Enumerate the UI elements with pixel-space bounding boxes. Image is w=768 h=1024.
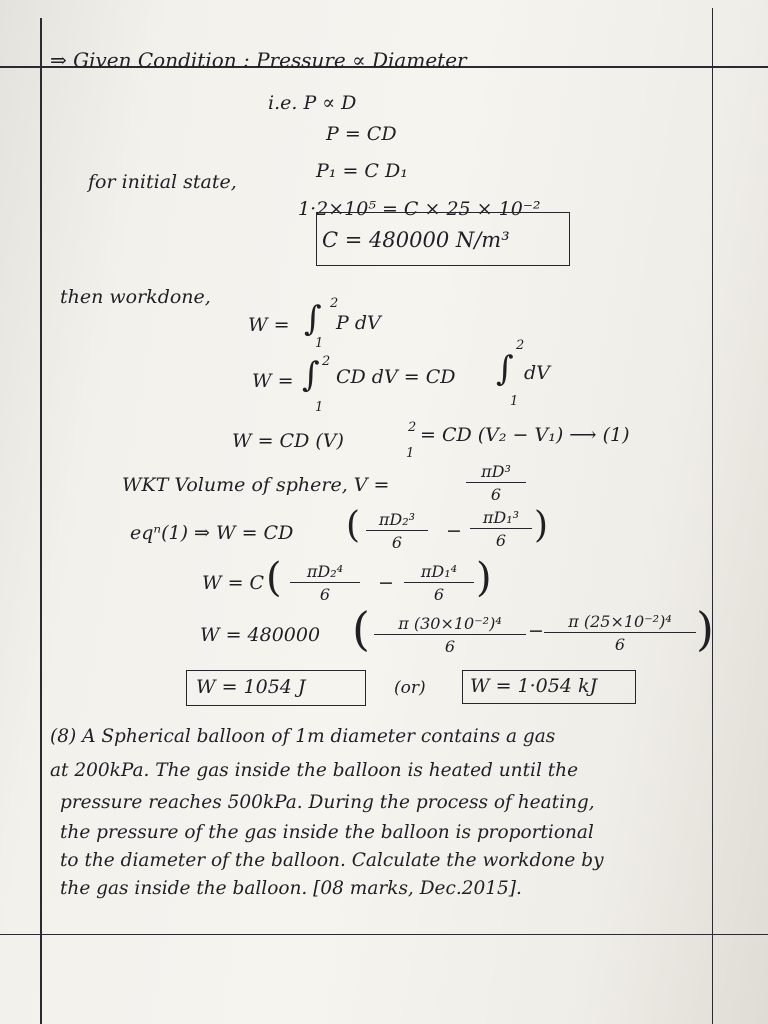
w2-body: CD dV = CD: [336, 366, 456, 388]
w5-prefix: W = C: [202, 572, 265, 594]
integral-sign: ∫: [304, 299, 322, 339]
close-paren: ): [696, 602, 714, 656]
workdone-label: then workdone,: [60, 286, 211, 308]
bottom-margin-line: [0, 934, 768, 935]
w6-fraction-1: $\frac{\text{π (30×10⁻²)⁴}}{6}$: [374, 614, 526, 656]
question-line-1: (8) A Spherical balloon of 1m diameter contains a gas: [50, 726, 556, 747]
question-line-3: pressure reaches 500kPa. During the process of heating,: [60, 792, 595, 813]
c-result: C = 480000 N/m³: [322, 228, 510, 252]
w2-tail: dV: [524, 362, 550, 384]
ie-line: i.e. P ∝ D: [268, 92, 357, 114]
numeric-equation: 1·2×10⁵ = C × 25 × 10⁻²: [298, 198, 541, 220]
minus-sign: −: [378, 572, 394, 594]
w-integral-body: P dV: [336, 312, 381, 334]
open-paren: (: [266, 555, 282, 601]
right-margin-line: [712, 8, 713, 1024]
w6-fraction-2: $\frac{\text{π (25×10⁻²)⁴}}{6}$: [544, 612, 696, 654]
close-paren: ): [476, 555, 492, 601]
eq1-prefix: eqⁿ(1) ⇒ W = CD: [130, 522, 294, 544]
integral-lower-limit: 1: [315, 400, 324, 415]
eval-lower-limit: 1: [406, 446, 415, 461]
close-paren: ): [534, 505, 549, 546]
p1-equation: P₁ = C D₁: [316, 160, 408, 182]
w3-tail: = CD (V₂ − V₁) ⟶ (1): [420, 424, 630, 446]
w6-prefix: W = 480000: [200, 624, 321, 646]
integral-sign: ∫: [496, 349, 514, 389]
open-paren: (: [352, 602, 370, 656]
integral-upper-limit: 2: [330, 296, 339, 311]
sphere-volume-fraction: $\frac{\text{πD³}}{6}$: [466, 462, 526, 504]
w5-fraction-2: $\frac{\text{πD₁⁴}}{6}$: [404, 562, 474, 604]
question-line-5: to the diameter of the balloon. Calculate the workdone by: [60, 850, 604, 871]
open-paren: (: [346, 505, 361, 546]
w3-line: W = CD (V): [232, 430, 344, 452]
w2-prefix: W =: [252, 370, 294, 392]
w5-fraction-1: $\frac{\text{πD₂⁴}}{6}$: [290, 562, 360, 604]
w-integral-prefix: W =: [248, 314, 290, 336]
question-line-2: at 200kPa. The gas inside the balloon is heated until the: [50, 760, 579, 781]
result-joules: W = 1054 J: [196, 676, 306, 698]
integral-lower-limit: 1: [315, 336, 324, 351]
or-label: (or): [394, 678, 426, 698]
minus-sign: −: [528, 620, 544, 642]
wkt-line: WKT Volume of sphere, V =: [122, 474, 390, 496]
integral-sign: ∫: [302, 355, 320, 395]
minus-sign: −: [446, 520, 462, 542]
p-equals-cd: P = CD: [326, 123, 397, 145]
given-condition-line: ⇒ Given Condition : Pressure ∝ Diameter: [50, 48, 467, 72]
eq1-fraction-1: $\frac{\text{πD₂³}}{6}$: [366, 510, 428, 552]
question-line-4: the pressure of the gas inside the balloon is proportional: [60, 822, 594, 843]
eq1-fraction-2: $\frac{\text{πD₁³}}{6}$: [470, 508, 532, 550]
result-kilojoules: W = 1·054 kJ: [470, 675, 598, 697]
integral-upper-limit: 2: [322, 354, 331, 369]
integral-lower-limit: 1: [510, 394, 519, 409]
eval-upper-limit: 2: [408, 420, 417, 435]
question-line-6: the gas inside the balloon. [08 marks, Dec.2015].: [60, 878, 522, 899]
integral-upper-limit: 2: [516, 338, 525, 353]
left-margin-line: [40, 18, 42, 1024]
initial-state-label: for initial state,: [88, 171, 237, 193]
